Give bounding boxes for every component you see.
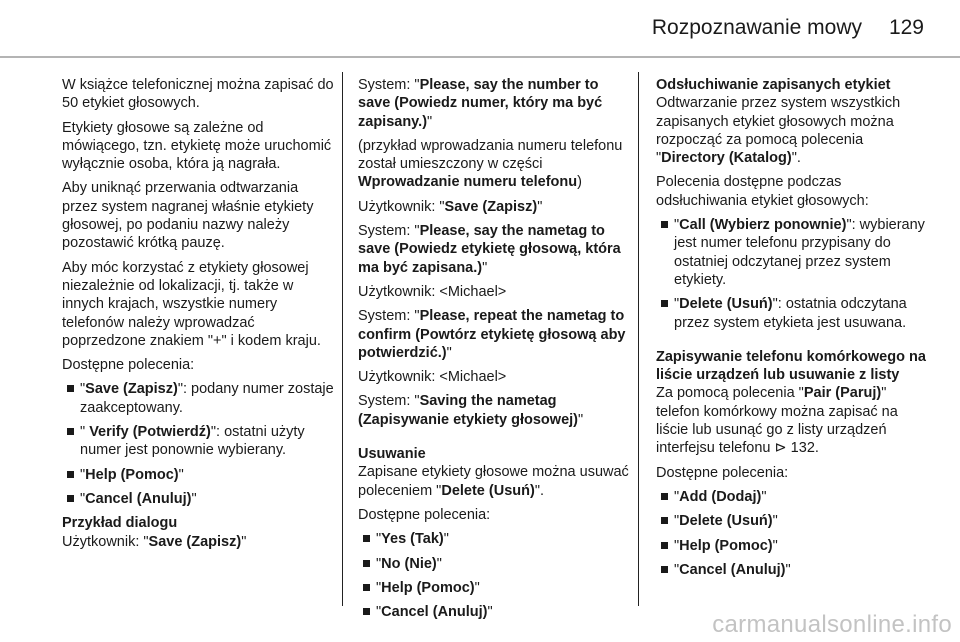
quote: " <box>761 488 767 505</box>
list-item <box>674 295 928 332</box>
quote: " <box>80 424 90 441</box>
section-heading: Zapisywanie telefonu komórkowego na liście urządzeń lub usuwanie z listy <box>656 348 926 384</box>
page-reference[interactable]: 132. <box>786 440 819 457</box>
quote: " <box>487 604 493 621</box>
paragraph-text: Odtwarzanie przez system wszystkich zapisanych etykiet głosowych można rozpocząć za pomocą polecenia " <box>656 95 901 167</box>
command-name: Cancel (Anuluj) <box>381 604 488 621</box>
command-list <box>656 216 928 332</box>
dialog-line <box>358 222 630 277</box>
command-desc: ": ostatnia odczytana przez system etykieta jest usuwana. <box>674 296 907 331</box>
paragraph-text: " telefon komórkowy można zapisać na liście lub usunąć go z listy urządzeń interfejsu telefonu <box>656 385 898 457</box>
commands-intro: Dostępne polecenia: <box>358 506 491 523</box>
command-list <box>62 380 334 508</box>
dialog-line <box>358 392 630 429</box>
paragraph: Aby uniknąć przerwania odtwarzania przez system nagranej właśnie etykiety głosowej, po podaniu nazwy należy pozostawić krótką pauzę. <box>62 180 314 252</box>
speaker-label: System: " <box>358 223 420 240</box>
speaker-label: Użytkownik: " <box>62 533 149 550</box>
quote: " <box>376 531 382 548</box>
list-item <box>80 423 334 460</box>
dialog-line: Użytkownik: <Michael> <box>358 369 507 386</box>
paragraph <box>656 384 928 457</box>
page-ref-arrow-icon: ⊳ <box>774 440 787 457</box>
quote: " <box>578 411 584 428</box>
system-prompt: Please, say the number to save (Powiedz numer, który ma być zapisany.) <box>358 77 603 130</box>
quote: " <box>443 531 449 548</box>
quote: " <box>674 296 680 313</box>
column-divider-2 <box>638 72 639 606</box>
paragraph: Aby móc korzystać z etykiety głosowej niezależnie od lokalizacji, tj. także w innych krajach, wszystkie numery telefonów należy wprowadzać poprzedzone znakiem "+" i kodem kraju. <box>62 259 321 349</box>
quote: " <box>80 490 86 507</box>
system-prompt: Saving the nametag (Zapisywanie etykiety głosowej) <box>358 393 578 428</box>
note-reference: Wprowadzanie numeru telefonu <box>358 174 578 191</box>
list-item <box>376 579 630 597</box>
list-item <box>80 466 334 484</box>
command-list <box>358 530 630 621</box>
commands-intro: Dostępne polecenia: <box>62 357 195 374</box>
quote: " <box>376 604 382 621</box>
list-item <box>376 555 630 573</box>
watermark: carmanualsonline.info <box>712 611 952 638</box>
paragraph <box>656 94 928 167</box>
command-desc: ": podany numer zostaje zaakceptowany. <box>80 381 334 416</box>
command-name: Add (Dodaj) <box>679 488 762 505</box>
paragraph: W książce telefonicznej można zapisać do 50 etykiet głosowych. <box>62 77 334 112</box>
command-name: Pair (Paruj) <box>803 385 882 402</box>
command-name: Cancel (Anuluj) <box>85 490 192 507</box>
system-prompt: Please, repeat the nametag to confirm (Powtórz etykietę głosową aby potwierdzić.) <box>358 308 626 361</box>
list-item <box>376 530 630 548</box>
speaker-label: System: " <box>358 77 420 93</box>
quote: " <box>80 381 86 398</box>
command-name: Delete (Usuń) <box>441 482 535 499</box>
paragraph-text: ". <box>534 482 544 499</box>
command-name: Verify (Potwierdź) <box>89 424 211 441</box>
command-desc: ": ostatni użyty numer jest ponownie wybierany. <box>80 424 305 459</box>
quote: " <box>427 113 433 130</box>
section-heading: Przykład dialogu <box>62 515 178 532</box>
command-name: Directory (Katalog) <box>661 150 792 167</box>
command-name: Yes (Tak) <box>381 531 444 548</box>
column-1 <box>62 76 334 557</box>
quote: " <box>772 513 778 530</box>
paragraph: Polecenia dostępne podczas odsłuchiwania etykiet głosowych: <box>656 174 869 209</box>
quote: " <box>537 198 543 215</box>
command-name: No (Nie) <box>381 555 437 572</box>
dialog-line <box>358 76 630 131</box>
dialog-line <box>358 198 630 216</box>
list-item <box>674 488 928 506</box>
list-item <box>674 561 928 579</box>
quote: " <box>80 466 86 483</box>
command-name: Save (Zapisz) <box>85 381 178 398</box>
speaker-label: System: " <box>358 393 420 410</box>
note-text: (przykład wprowadzania numeru telefonu został umieszczony w części <box>358 137 623 173</box>
spacer <box>358 435 630 445</box>
section-heading: Usuwanie <box>358 446 426 463</box>
page-header-title: Rozpoznawanie mowy <box>651 16 862 39</box>
quote: " <box>446 344 452 361</box>
list-item <box>674 216 928 289</box>
dialog-line <box>62 533 334 551</box>
quote: " <box>474 579 480 596</box>
quote: " <box>785 561 791 578</box>
spacer <box>656 338 928 348</box>
quote: " <box>376 579 382 596</box>
spoken-command: Save (Zapisz) <box>148 533 242 550</box>
column-2 <box>358 76 630 627</box>
quote: " <box>482 259 488 276</box>
command-name: Cancel (Anuluj) <box>679 561 786 578</box>
section-heading: Odsłuchiwanie zapisanych etykiet <box>656 77 891 93</box>
list-item <box>80 490 334 508</box>
command-desc: ": wybierany jest numer telefonu przypisany do ostatniej odczytanej przez system etykiety. <box>674 217 925 288</box>
paragraph-text: Za pomocą polecenia " <box>656 385 804 402</box>
command-desc: " <box>178 466 184 483</box>
command-desc: " <box>191 490 197 507</box>
quote: " <box>674 513 680 530</box>
command-list <box>656 488 928 579</box>
spoken-command: Save (Zapisz) <box>444 198 538 215</box>
column-3 <box>656 76 928 585</box>
dialog-line <box>358 307 630 362</box>
commands-intro: Dostępne polecenia: <box>656 464 789 481</box>
paragraph <box>358 463 630 500</box>
command-name: Delete (Usuń) <box>679 296 773 313</box>
header-divider <box>0 56 960 58</box>
list-item <box>80 380 334 417</box>
paragraph-text: ". <box>791 150 801 167</box>
command-name: Help (Pomoc) <box>85 466 179 483</box>
paragraph-text: Zapisane etykiety głosowe można usuwać poleceniem " <box>358 464 629 499</box>
command-name: Help (Pomoc) <box>679 537 773 554</box>
quote: " <box>674 217 680 234</box>
command-name: Help (Pomoc) <box>381 579 475 596</box>
quote: " <box>772 537 778 554</box>
speaker-label: System: " <box>358 308 420 325</box>
list-item <box>376 603 630 621</box>
command-name: Delete (Usuń) <box>679 513 773 530</box>
system-prompt: Please, say the nametag to save (Powiedz etykietę głosową, która ma być zapisana.) <box>358 223 621 276</box>
list-item <box>674 512 928 530</box>
column-divider-1 <box>342 72 343 606</box>
quote: " <box>674 537 680 554</box>
quote: " <box>376 555 382 572</box>
note-text: ) <box>577 174 582 191</box>
quote: " <box>674 488 680 505</box>
note <box>358 137 630 192</box>
speaker-label: Użytkownik: " <box>358 198 445 215</box>
dialog-line: Użytkownik: <Michael> <box>358 283 507 300</box>
list-item <box>674 537 928 555</box>
quote: " <box>674 561 680 578</box>
page-number: 129 <box>888 16 924 39</box>
quote: " <box>436 555 442 572</box>
quote: " <box>241 533 247 550</box>
command-name: Call (Wybierz ponownie) <box>679 217 847 234</box>
paragraph: Etykiety głosowe są zależne od mówiącego, tzn. etykietę może uruchomić wyłącznie osoba, która ją nagrała. <box>62 119 332 173</box>
